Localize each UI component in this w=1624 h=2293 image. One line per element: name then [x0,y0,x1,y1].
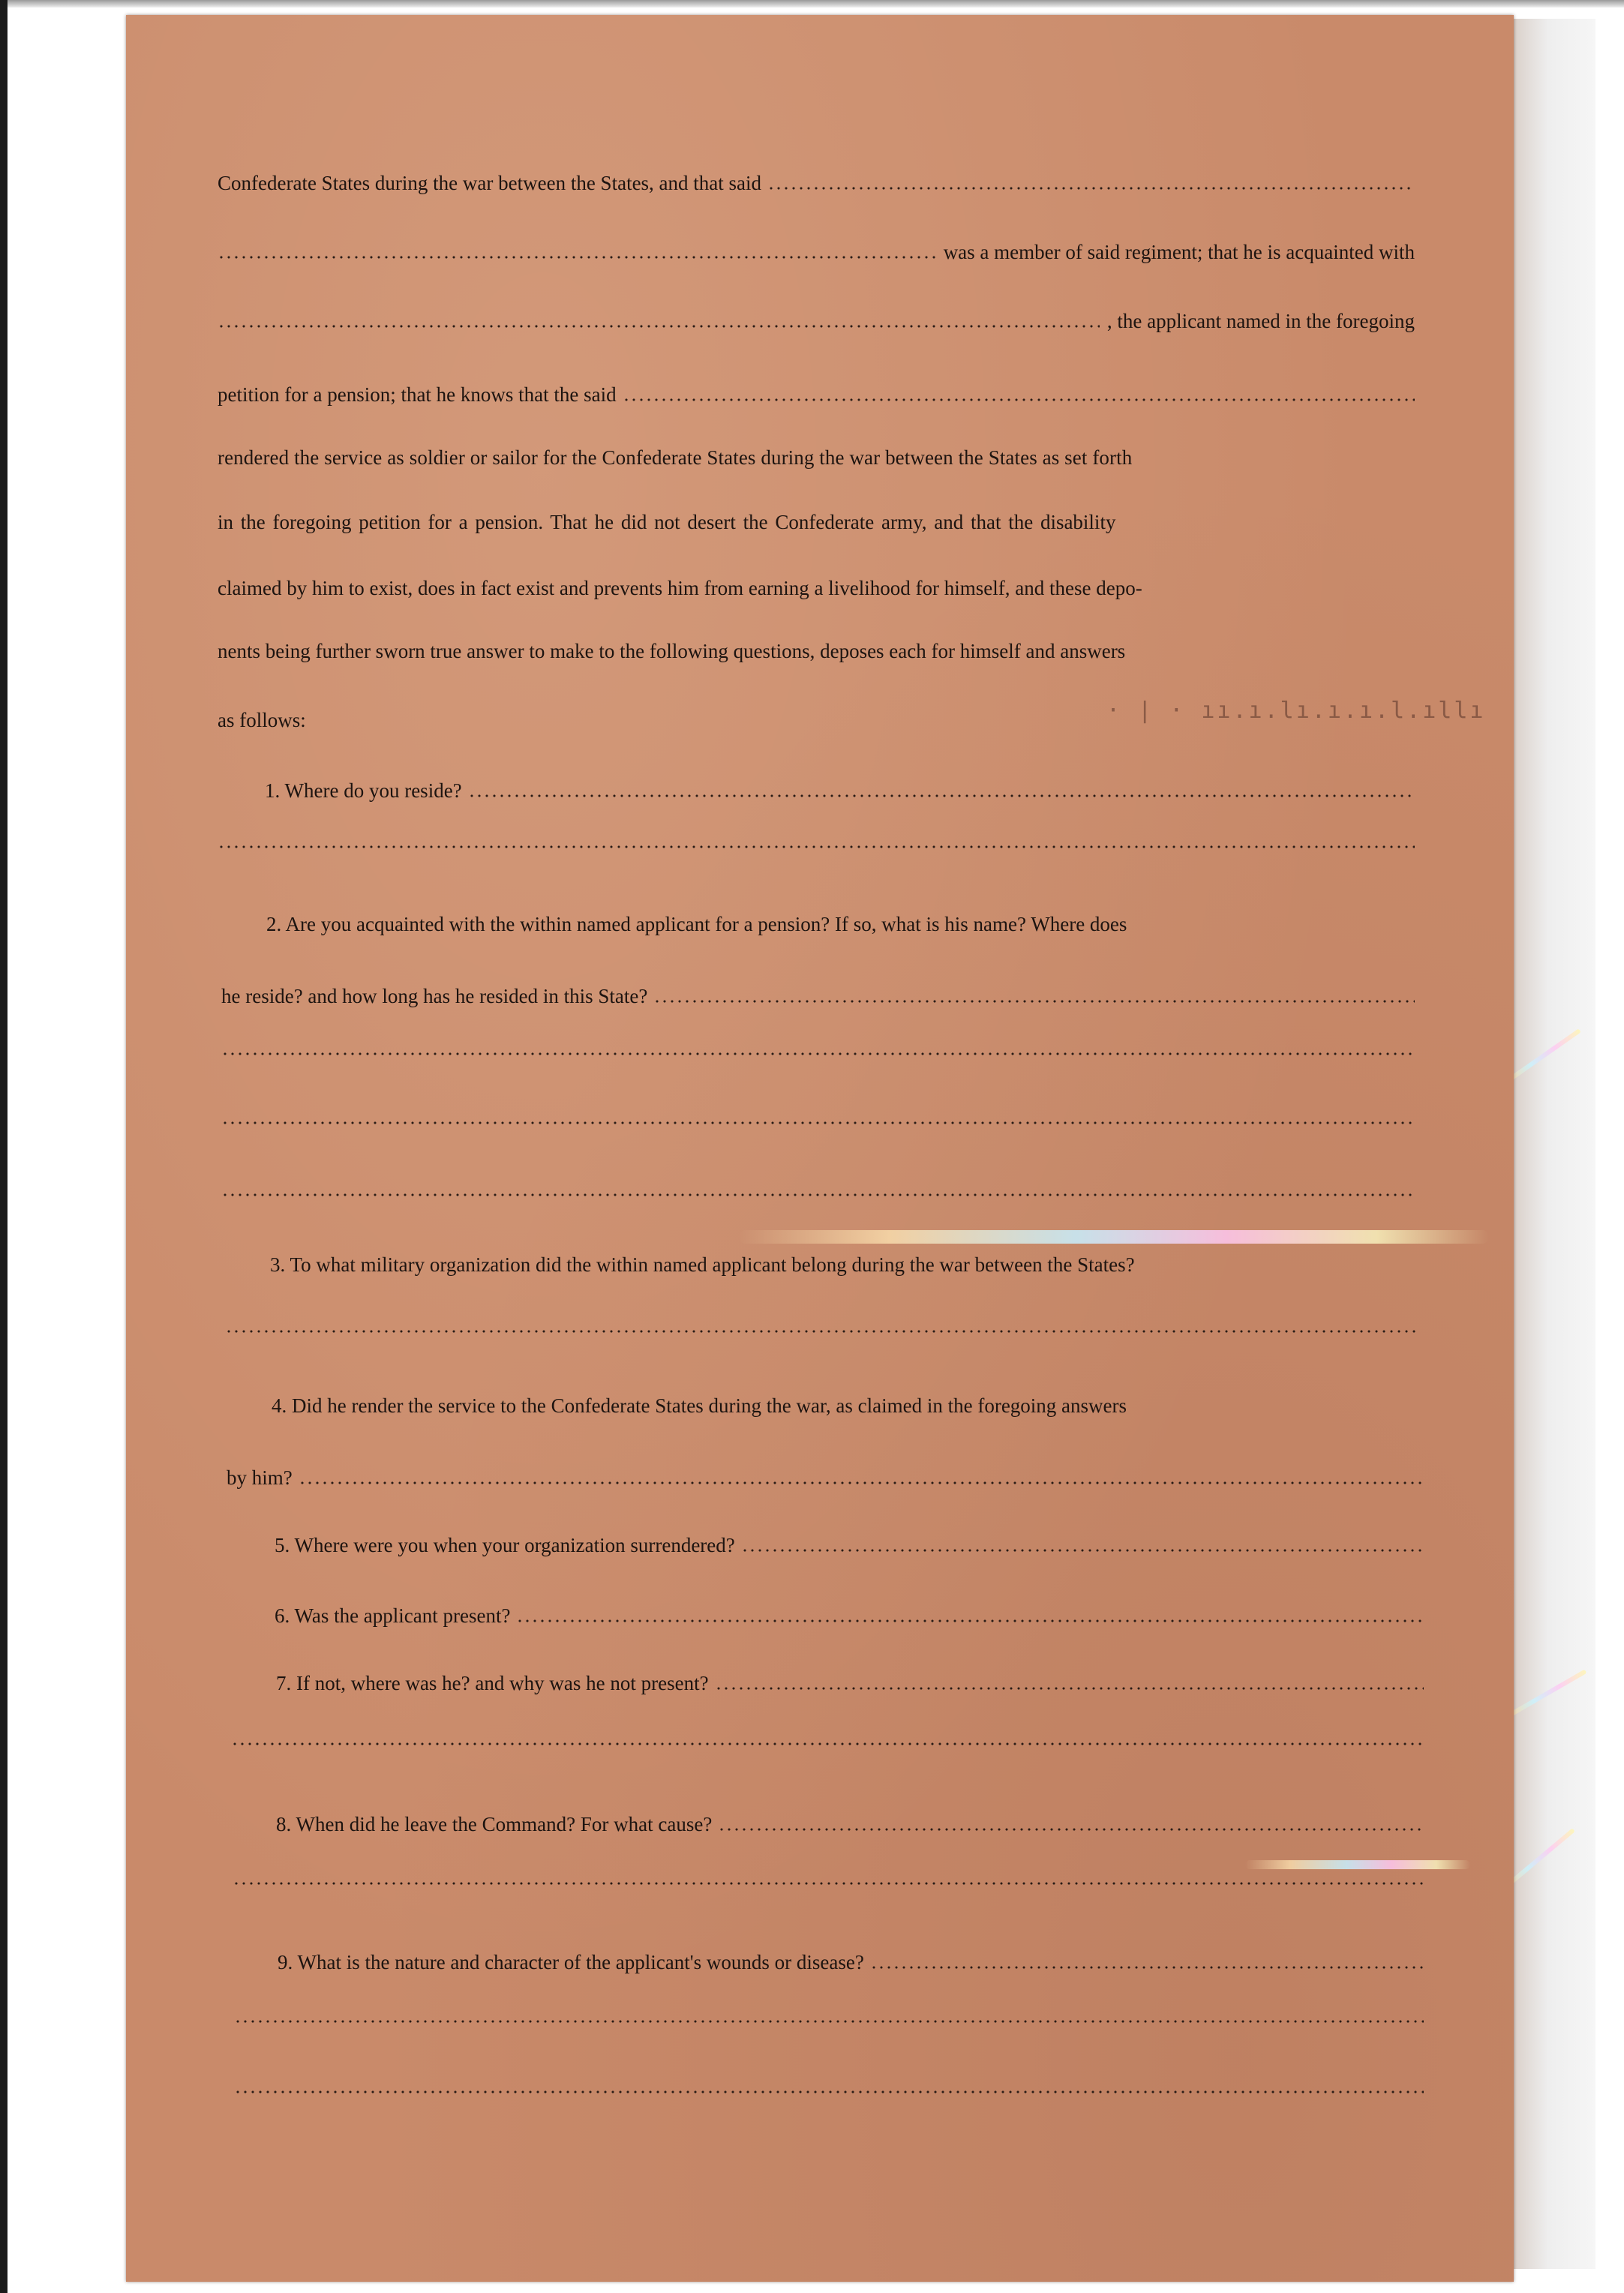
answer-blank [231,1742,1424,1746]
question-3 [270,1251,1425,1278]
answer-blank [718,1827,1424,1832]
blank-fill-line [623,398,1415,402]
form-text: Confederate States during the war between the States, and that said [218,172,762,194]
answer-blank [468,794,1415,798]
question-text: 1. Where do you reside? [265,779,462,802]
sleeve-glare [1503,1828,1575,1889]
answer-blank [299,1481,1424,1485]
form-line [218,239,1415,266]
form-text: , the applicant named in the foregoing [1106,310,1415,332]
blank-fill-line [767,186,1415,191]
scan-edge-left [0,0,8,2293]
question-text: 2. Are you acquainted with the within named applicant for a pension? If so, what is his name? Where does [266,913,1127,935]
form-line [218,444,1415,471]
sleeve-glare [1505,1028,1581,1084]
answer-blank [715,1686,1424,1691]
answer-line [233,1881,1424,1892]
answer-blank [218,845,1415,849]
question-7 [276,1670,1424,1697]
question-8 [276,1811,1424,1838]
pension-form-sheet [126,15,1514,2282]
form-text: as follows: [218,709,306,731]
question-2-cont [221,983,1415,1010]
answer-blank [516,1619,1424,1623]
answer-line [221,1193,1415,1203]
question-text: 6. Was the applicant present? [275,1604,511,1627]
answer-line [221,1121,1415,1131]
answer-blank [234,2090,1424,2094]
glare-streak [739,1230,1489,1244]
form-text: rendered the service as soldier or sailor for the Confederate States during the war between the States as set forth [218,446,1133,469]
answer-blank [741,1548,1424,1553]
sleeve-glare [1507,1669,1587,1718]
form-text: claimed by him to exist, does in fact exist and prevents him from earning a livelihood for himself, and these depo- [218,577,1142,599]
question-text: 7. If not, where was he? and why was he not present? [276,1672,709,1694]
question-4 [272,1392,1427,1419]
answer-line [234,2090,1424,2100]
question-text: 9. What is the nature and character of the applicant's wounds or disease? [278,1951,864,1973]
form-line [218,509,1415,536]
blank-fill-line [218,255,936,260]
glare-streak [1245,1860,1470,1869]
form-line [218,308,1415,335]
answer-blank [233,1881,1424,1886]
question-text: he reside? and how long has he resided in this State? [221,985,648,1007]
answer-line [225,1329,1418,1340]
question-5 [275,1532,1424,1559]
question-1 [265,777,1415,804]
form-line [218,575,1415,602]
answer-line [234,2019,1424,2030]
question-text: by him? [227,1466,293,1489]
answer-blank [221,1052,1415,1056]
question-text: 8. When did he leave the Command? For what cause? [276,1813,713,1835]
answer-line [221,1052,1415,1062]
form-line [218,638,1415,665]
question-text: 4. Did he render the service to the Confederate States during the war, as claimed in the foregoing answers [272,1394,1127,1417]
form-line [218,381,1415,408]
faded-ink-mark: · | · ıı.ı.lı.ı.ı.l.ıllı [1106,698,1486,724]
question-6 [275,1602,1424,1629]
form-text: was a member of said regiment; that he is acquainted with [943,241,1415,263]
answer-line [231,1742,1424,1752]
answer-line [218,845,1415,855]
form-text: petition for a pension; that he knows that the said [218,383,617,406]
question-9 [278,1949,1424,1976]
form-text: nents being further sworn true answer to make to the following questions, deposes each for himself and answers [218,640,1126,662]
question-2 [266,911,1416,938]
answer-blank [221,1193,1415,1197]
question-4-cont [227,1464,1424,1491]
answer-blank [653,999,1415,1004]
answer-blank [225,1329,1418,1334]
answer-blank [234,2019,1424,2024]
scan-edge-top [0,0,1624,8]
form-text: in the foregoing petition for a pension. That he did not desert the Confederate army, and that the disability [218,511,1116,533]
question-text: 5. Where were you when your organization surrendered? [275,1534,735,1556]
answer-blank [221,1121,1415,1125]
form-line [218,707,668,734]
form-line [218,170,1415,197]
answer-blank [870,1965,1424,1970]
blank-fill-line [218,324,1100,329]
question-text: 3. To what military organization did the within named applicant belong during the war between the States? [270,1253,1135,1276]
